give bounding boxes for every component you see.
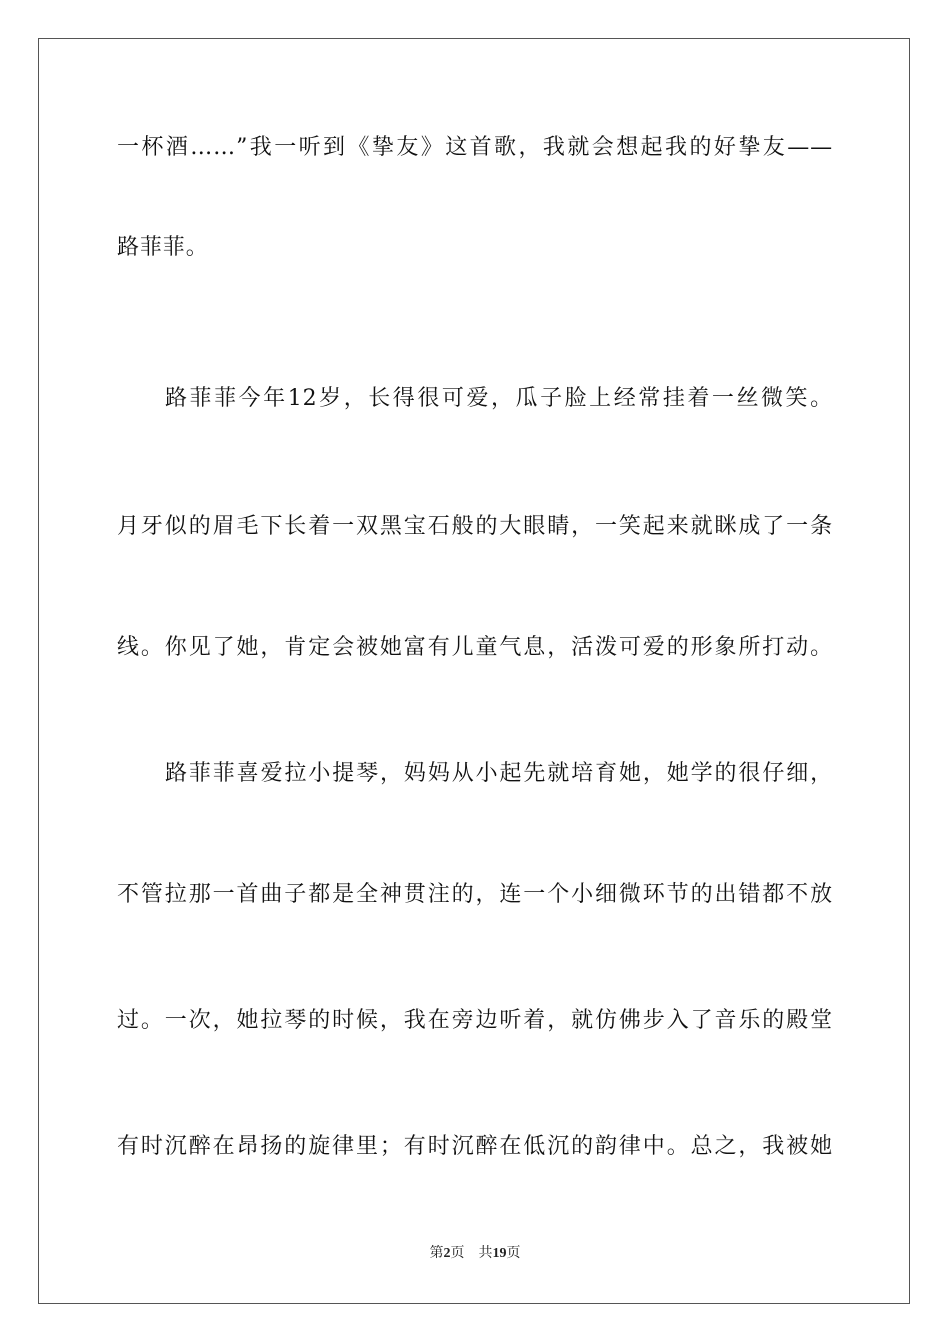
text-line-9: 有时沉醉在昂扬的旋律里；有时沉醉在低沉的韵律中。总之，我被她 [117,1134,833,1159]
text-line-6: 路菲菲喜爱拉小提琴，妈妈从小起先就培育她，她学的很仔细， [165,761,833,786]
page-label-prefix: 第 [429,1246,444,1261]
page-number: 2 [443,1246,451,1261]
total-label-prefix: 共 [478,1246,493,1261]
total-label-suffix: 页 [506,1246,521,1261]
text-line-8: 过。一次，她拉琴的时候，我在旁边听着，就仿佛步入了音乐的殿堂 [117,1008,833,1033]
page-label-suffix: 页 [450,1246,465,1261]
text-line-7: 不管拉那一首曲子都是全神贯注的，连一个小细微环节的出错都不放 [117,882,833,907]
text-line-4: 月牙似的眉毛下长着一双黑宝石般的大眼睛，一笑起来就眯成了一条 [117,514,833,539]
text-line-2: 路菲菲。 [117,235,209,260]
total-pages: 19 [492,1246,507,1261]
page-border [38,38,910,1304]
page-footer [0,1244,950,1264]
text-line-5: 线。你见了她，肯定会被她富有儿童气息，活泼可爱的形象所打动。 [117,635,833,660]
text-line-1: 一杯酒……”我一听到《挚友》这首歌，我就会想起我的好挚友—— [117,135,833,160]
text-line-3: 路菲菲今年12岁，长得很可爱，瓜子脸上经常挂着一丝微笑。 [165,386,833,411]
